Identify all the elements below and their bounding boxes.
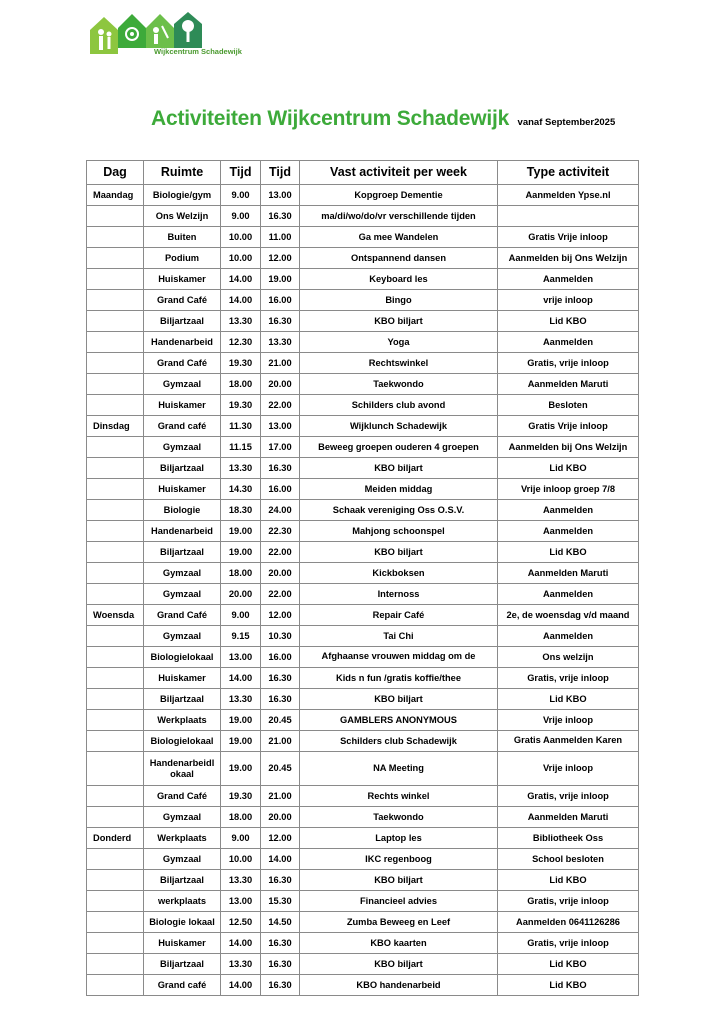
table-row	[87, 975, 639, 996]
cell-room: Biljartzaal	[144, 311, 221, 332]
cell-room: Gymzaal	[144, 374, 221, 395]
cell-activity: Meiden middag	[300, 479, 498, 500]
table-row	[87, 395, 639, 416]
cell-activity: Kopgroep Dementie	[300, 185, 498, 206]
cell-type: Aanmelden Maruti	[498, 374, 639, 395]
page-heading	[151, 107, 615, 131]
cell-end-time: 14.50	[261, 912, 300, 933]
cell-start-time: 18.30	[221, 500, 261, 521]
cell-room: Grand café	[144, 416, 221, 437]
table-row	[87, 689, 639, 710]
cell-activity: Ontspannend dansen	[300, 248, 498, 269]
table-row	[87, 933, 639, 954]
column-header-dag: Dag	[87, 161, 144, 185]
cell-room: Gymzaal	[144, 626, 221, 647]
cell-day	[87, 290, 144, 311]
cell-start-time: 19.00	[221, 710, 261, 731]
cell-start-time: 10.00	[221, 849, 261, 870]
cell-room: Biljartzaal	[144, 870, 221, 891]
page-subtitle: vanaf September2025	[517, 117, 616, 128]
cell-room: Biljartzaal	[144, 954, 221, 975]
cell-start-time: 13.30	[221, 311, 261, 332]
cell-type: Ons welzijn	[498, 647, 639, 668]
cell-day	[87, 563, 144, 584]
table-row	[87, 248, 639, 269]
cell-type: Gratis, vrije inloop	[498, 891, 639, 912]
cell-day	[87, 458, 144, 479]
cell-day	[87, 542, 144, 563]
table-row	[87, 584, 639, 605]
cell-start-time: 19.30	[221, 395, 261, 416]
table-row	[87, 542, 639, 563]
cell-room: Werkplaats	[144, 710, 221, 731]
table-row	[87, 353, 639, 374]
cell-end-time: 14.00	[261, 849, 300, 870]
cell-end-time: 20.45	[261, 752, 300, 786]
table-row	[87, 626, 639, 647]
cell-start-time: 13.30	[221, 954, 261, 975]
cell-day	[87, 731, 144, 752]
cell-type: vrije inloop	[498, 290, 639, 311]
cell-start-time: 14.00	[221, 290, 261, 311]
cell-room: Werkplaats	[144, 828, 221, 849]
cell-day	[87, 647, 144, 668]
cell-activity: KBO biljart	[300, 870, 498, 891]
table-row	[87, 332, 639, 353]
cell-start-time: 12.30	[221, 332, 261, 353]
cell-activity: GAMBLERS ANONYMOUS	[300, 710, 498, 731]
table-row	[87, 605, 639, 626]
table-row	[87, 227, 639, 248]
cell-end-time: 22.00	[261, 395, 300, 416]
cell-day	[87, 500, 144, 521]
cell-activity: Kickboksen	[300, 563, 498, 584]
table-row	[87, 828, 639, 849]
cell-type: Aanmelden	[498, 584, 639, 605]
cell-start-time: 13.30	[221, 458, 261, 479]
cell-type: Lid KBO	[498, 954, 639, 975]
cell-type: Lid KBO	[498, 870, 639, 891]
cell-day	[87, 227, 144, 248]
cell-start-time: 10.00	[221, 248, 261, 269]
cell-end-time: 13.00	[261, 416, 300, 437]
cell-start-time: 19.00	[221, 752, 261, 786]
cell-start-time: 13.00	[221, 647, 261, 668]
table-row	[87, 849, 639, 870]
cell-end-time: 20.00	[261, 374, 300, 395]
cell-activity: KBO biljart	[300, 311, 498, 332]
cell-activity: Zumba Beweeg en Leef	[300, 912, 498, 933]
cell-start-time: 19.30	[221, 786, 261, 807]
cell-end-time: 15.30	[261, 891, 300, 912]
cell-room: Gymzaal	[144, 563, 221, 584]
cell-start-time: 9.00	[221, 828, 261, 849]
logo	[88, 8, 258, 58]
cell-start-time: 18.00	[221, 563, 261, 584]
cell-day	[87, 521, 144, 542]
cell-type: Vrije inloop	[498, 752, 639, 786]
cell-room: Podium	[144, 248, 221, 269]
cell-room: Biologie lokaal	[144, 912, 221, 933]
cell-day	[87, 954, 144, 975]
cell-room: Biologie/gym	[144, 185, 221, 206]
cell-room: Biljartzaal	[144, 689, 221, 710]
cell-end-time: 12.00	[261, 828, 300, 849]
page-title: Activiteiten Wijkcentrum Schadewijk	[151, 107, 510, 130]
cell-end-time: 24.00	[261, 500, 300, 521]
cell-activity: Schilders club Schadewijk	[300, 731, 498, 752]
cell-activity: KBO biljart	[300, 542, 498, 563]
cell-end-time: 10.30	[261, 626, 300, 647]
table-row	[87, 752, 639, 786]
cell-start-time: 14.00	[221, 668, 261, 689]
cell-activity: Schilders club avond	[300, 395, 498, 416]
cell-type: Gratis Vrije inloop	[498, 227, 639, 248]
cell-start-time: 13.00	[221, 891, 261, 912]
cell-room: Grand Café	[144, 353, 221, 374]
cell-type: Aanmelden Ypse.nl	[498, 185, 639, 206]
cell-activity: Beweeg groepen ouderen 4 groepen	[300, 437, 498, 458]
table-row	[87, 269, 639, 290]
cell-start-time: 10.00	[221, 227, 261, 248]
cell-day	[87, 933, 144, 954]
cell-end-time: 16.30	[261, 668, 300, 689]
cell-type: Lid KBO	[498, 458, 639, 479]
table-row	[87, 458, 639, 479]
cell-activity: KBO kaarten	[300, 933, 498, 954]
table-header-row	[87, 161, 639, 185]
column-header-tijd-end: Tijd	[261, 161, 300, 185]
cell-end-time: 22.00	[261, 542, 300, 563]
cell-activity: KBO biljart	[300, 458, 498, 479]
cell-end-time: 22.00	[261, 584, 300, 605]
cell-end-time: 12.00	[261, 605, 300, 626]
cell-activity: Wijklunch Schadewijk	[300, 416, 498, 437]
table-row	[87, 311, 639, 332]
cell-type: Gratis, vrije inloop	[498, 353, 639, 374]
cell-day	[87, 332, 144, 353]
cell-activity: IKC regenboog	[300, 849, 498, 870]
table-row	[87, 290, 639, 311]
cell-day	[87, 479, 144, 500]
table-row	[87, 954, 639, 975]
cell-end-time: 13.00	[261, 185, 300, 206]
cell-start-time: 18.00	[221, 807, 261, 828]
cell-type: Aanmelden bij Ons Welzijn	[498, 248, 639, 269]
cell-start-time: 13.30	[221, 689, 261, 710]
cell-day	[87, 752, 144, 786]
cell-start-time: 19.00	[221, 731, 261, 752]
cell-day	[87, 374, 144, 395]
cell-type: Aanmelden	[498, 626, 639, 647]
cell-start-time: 9.00	[221, 185, 261, 206]
cell-end-time: 20.45	[261, 710, 300, 731]
cell-start-time: 19.00	[221, 542, 261, 563]
cell-type	[498, 731, 639, 752]
column-header-ruimte: Ruimte	[144, 161, 221, 185]
cell-room: Huiskamer	[144, 933, 221, 954]
cell-start-time: 9.00	[221, 206, 261, 227]
cell-type: Aanmelden	[498, 500, 639, 521]
cell-end-time: 20.00	[261, 563, 300, 584]
cell-day: Woensda	[87, 605, 144, 626]
cell-end-time: 12.00	[261, 248, 300, 269]
cell-room: Huiskamer	[144, 479, 221, 500]
activity-table	[86, 160, 639, 996]
cell-room: Grand Café	[144, 605, 221, 626]
table-row	[87, 807, 639, 828]
cell-activity: Repair Café	[300, 605, 498, 626]
cell-activity: Rechts winkel	[300, 786, 498, 807]
cell-end-time: 16.30	[261, 689, 300, 710]
cell-activity-text: Afghaanse vrouwen middag om de	[321, 651, 476, 661]
cell-type: School besloten	[498, 849, 639, 870]
cell-day	[87, 206, 144, 227]
cell-day	[87, 437, 144, 458]
cell-start-time: 11.30	[221, 416, 261, 437]
cell-activity: KBO biljart	[300, 689, 498, 710]
cell-room: Biologie	[144, 500, 221, 521]
cell-room: Huiskamer	[144, 269, 221, 290]
table-row	[87, 374, 639, 395]
table-row	[87, 710, 639, 731]
cell-start-time: 14.00	[221, 933, 261, 954]
cell-day	[87, 870, 144, 891]
cell-end-time: 16.00	[261, 479, 300, 500]
cell-type: 2e, de woensdag v/d maand	[498, 605, 639, 626]
cell-room: Buiten	[144, 227, 221, 248]
cell-room: Grand Café	[144, 290, 221, 311]
cell-activity: Bingo	[300, 290, 498, 311]
cell-day	[87, 626, 144, 647]
cell-day	[87, 807, 144, 828]
cell-start-time: 14.00	[221, 975, 261, 996]
cell-type: Gratis, vrije inloop	[498, 668, 639, 689]
cell-day: Donderd	[87, 828, 144, 849]
cell-type: Lid KBO	[498, 542, 639, 563]
cell-type: Gratis, vrije inloop	[498, 786, 639, 807]
table-row	[87, 731, 639, 752]
cell-room: Handenarbeidl okaal	[144, 752, 221, 786]
cell-end-time: 16.00	[261, 647, 300, 668]
table-row	[87, 668, 639, 689]
cell-room: Grand café	[144, 975, 221, 996]
cell-activity: Laptop les	[300, 828, 498, 849]
cell-activity: Tai Chi	[300, 626, 498, 647]
cell-end-time: 22.30	[261, 521, 300, 542]
cell-room: Gymzaal	[144, 849, 221, 870]
cell-room: Ons Welzijn	[144, 206, 221, 227]
table-row	[87, 521, 639, 542]
table-row	[87, 912, 639, 933]
cell-type	[498, 206, 639, 227]
cell-start-time: 12.50	[221, 912, 261, 933]
table-row	[87, 500, 639, 521]
column-header-tijd-start: Tijd	[221, 161, 261, 185]
cell-start-time: 14.30	[221, 479, 261, 500]
cell-end-time: 16.30	[261, 311, 300, 332]
cell-end-time: 16.30	[261, 870, 300, 891]
cell-start-time: 13.30	[221, 870, 261, 891]
cell-activity: Kids n fun /gratis koffie/thee	[300, 668, 498, 689]
cell-end-time: 21.00	[261, 353, 300, 374]
cell-start-time: 20.00	[221, 584, 261, 605]
cell-end-time: 16.00	[261, 290, 300, 311]
cell-room: Handenarbeid	[144, 332, 221, 353]
cell-start-time: 19.30	[221, 353, 261, 374]
cell-start-time: 11.15	[221, 437, 261, 458]
cell-day	[87, 975, 144, 996]
cell-day	[87, 269, 144, 290]
table-row	[87, 479, 639, 500]
cell-start-time: 9.15	[221, 626, 261, 647]
cell-activity: Financieel advies	[300, 891, 498, 912]
cell-end-time: 16.30	[261, 206, 300, 227]
cell-activity: KBO biljart	[300, 954, 498, 975]
cell-end-time: 19.00	[261, 269, 300, 290]
cell-day	[87, 311, 144, 332]
cell-start-time: 18.00	[221, 374, 261, 395]
cell-room: Biljartzaal	[144, 458, 221, 479]
cell-day	[87, 849, 144, 870]
cell-type: Aanmelden 0641126286	[498, 912, 639, 933]
cell-type: Lid KBO	[498, 975, 639, 996]
cell-type: Gratis, vrije inloop	[498, 933, 639, 954]
cell-type: Aanmelden Maruti	[498, 563, 639, 584]
cell-activity: NA Meeting	[300, 752, 498, 786]
cell-type: Aanmelden	[498, 521, 639, 542]
table-row	[87, 891, 639, 912]
table-row	[87, 647, 639, 668]
cell-end-time: 16.30	[261, 458, 300, 479]
cell-end-time: 16.30	[261, 975, 300, 996]
cell-day	[87, 248, 144, 269]
cell-start-time: 9.00	[221, 605, 261, 626]
table-row	[87, 416, 639, 437]
cell-type: Bibliotheek Oss	[498, 828, 639, 849]
cell-end-time: 21.00	[261, 731, 300, 752]
cell-type-text: Gratis Aanmelden Karen	[513, 735, 623, 745]
cell-room: Grand Café	[144, 786, 221, 807]
cell-activity: Yoga	[300, 332, 498, 353]
cell-day	[87, 786, 144, 807]
cell-type: Lid KBO	[498, 311, 639, 332]
cell-day	[87, 584, 144, 605]
logo-text: Wijkcentrum Schadewijk	[154, 47, 242, 56]
cell-room: Huiskamer	[144, 395, 221, 416]
cell-room: Biologielokaal	[144, 647, 221, 668]
cell-type: Vrije inloop	[498, 710, 639, 731]
table-row	[87, 206, 639, 227]
cell-end-time: 17.00	[261, 437, 300, 458]
cell-activity: Schaak vereniging Oss O.S.V.	[300, 500, 498, 521]
cell-day	[87, 668, 144, 689]
cell-activity: Taekwondo	[300, 807, 498, 828]
cell-type: Aanmelden	[498, 269, 639, 290]
cell-room: werkplaats	[144, 891, 221, 912]
cell-room: Huiskamer	[144, 668, 221, 689]
cell-day: Dinsdag	[87, 416, 144, 437]
cell-room: Biljartzaal	[144, 542, 221, 563]
cell-activity: ma/di/wo/do/vr verschillende tijden	[300, 206, 498, 227]
cell-type: Vrije inloop groep 7/8	[498, 479, 639, 500]
cell-type: Aanmelden bij Ons Welzijn	[498, 437, 639, 458]
cell-room: Gymzaal	[144, 437, 221, 458]
cell-end-time: 16.30	[261, 954, 300, 975]
cell-end-time: 21.00	[261, 786, 300, 807]
cell-start-time: 14.00	[221, 269, 261, 290]
cell-activity: Ga mee Wandelen	[300, 227, 498, 248]
cell-type: Lid KBO	[498, 689, 639, 710]
cell-end-time: 13.30	[261, 332, 300, 353]
cell-type: Aanmelden Maruti	[498, 807, 639, 828]
cell-type: Gratis Vrije inloop	[498, 416, 639, 437]
table-row	[87, 870, 639, 891]
cell-activity: Rechtswinkel	[300, 353, 498, 374]
cell-day	[87, 710, 144, 731]
table-row	[87, 185, 639, 206]
cell-activity: Taekwondo	[300, 374, 498, 395]
cell-room: Gymzaal	[144, 584, 221, 605]
cell-room: Handenarbeid	[144, 521, 221, 542]
cell-day	[87, 353, 144, 374]
cell-activity: Mahjong schoonspel	[300, 521, 498, 542]
cell-type: Aanmelden	[498, 332, 639, 353]
cell-activity: Internoss	[300, 584, 498, 605]
cell-activity	[300, 647, 498, 668]
cell-start-time: 19.00	[221, 521, 261, 542]
cell-activity: KBO handenarbeid	[300, 975, 498, 996]
column-header-activiteit: Vast activiteit per week	[300, 161, 498, 185]
cell-end-time: 16.30	[261, 933, 300, 954]
table-row	[87, 786, 639, 807]
cell-activity: Keyboard les	[300, 269, 498, 290]
cell-type: Besloten	[498, 395, 639, 416]
cell-day	[87, 912, 144, 933]
table-row	[87, 437, 639, 458]
cell-end-time: 20.00	[261, 807, 300, 828]
column-header-type: Type activiteit	[498, 161, 639, 185]
cell-day	[87, 395, 144, 416]
cell-day: Maandag	[87, 185, 144, 206]
cell-day	[87, 689, 144, 710]
table-row	[87, 563, 639, 584]
cell-room: Biologielokaal	[144, 731, 221, 752]
cell-day	[87, 891, 144, 912]
cell-room: Gymzaal	[144, 807, 221, 828]
cell-end-time: 11.00	[261, 227, 300, 248]
